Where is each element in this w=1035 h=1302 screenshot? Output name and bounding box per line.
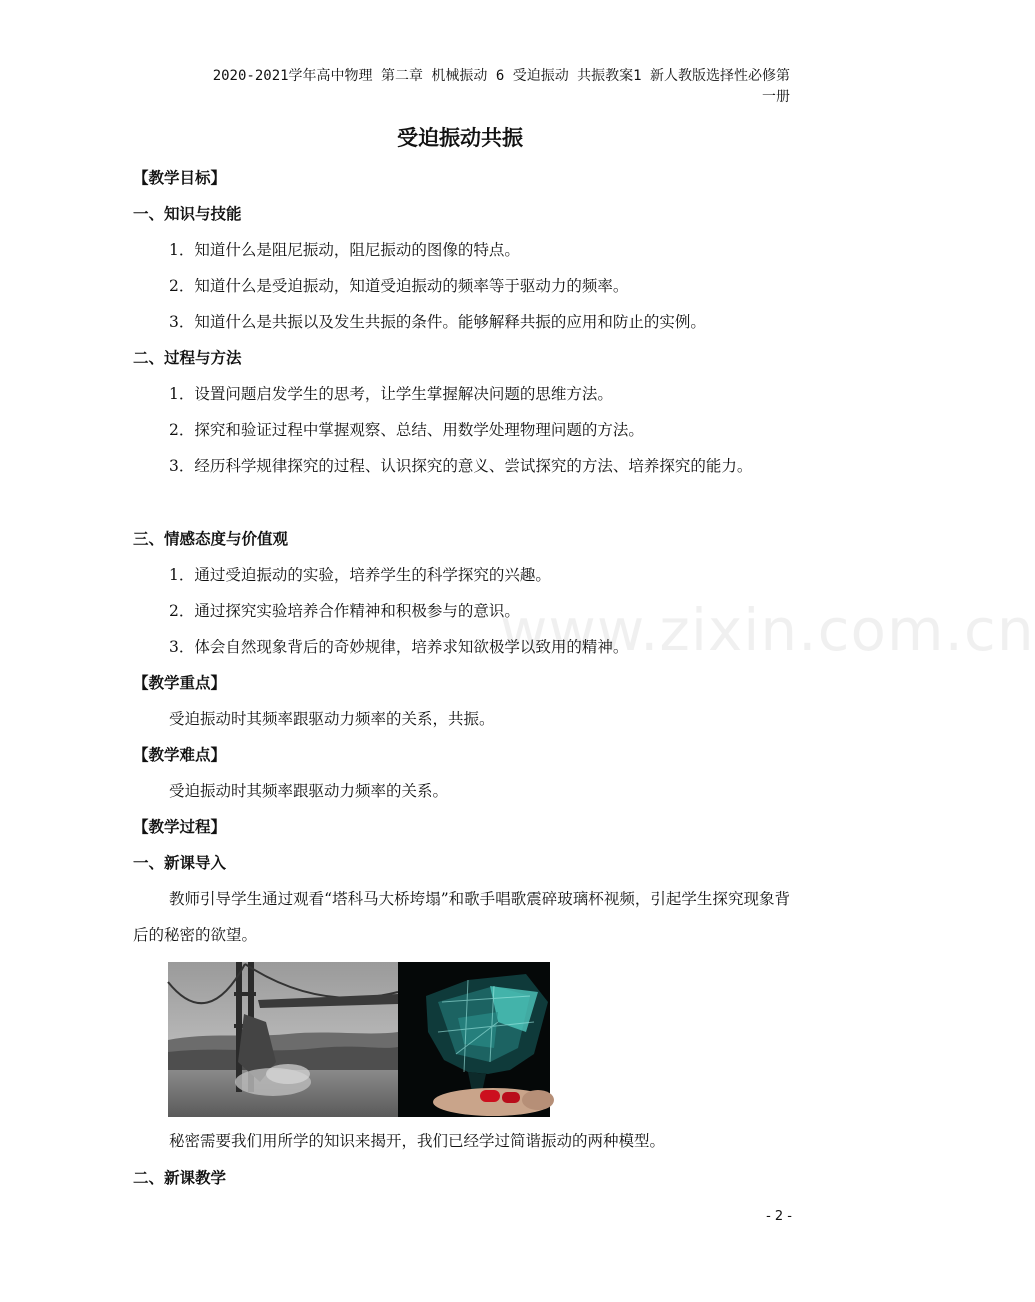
header-line-2: 一册	[762, 89, 790, 105]
process-item-2: 2．探究和验证过程中掌握观察、总结、用数学处理物理问题的方法。	[169, 421, 644, 439]
intro-heading: 一、新课导入	[133, 854, 227, 872]
section-process-method-heading: 二、过程与方法	[133, 349, 242, 367]
difficulty-text: 受迫振动时其频率跟驱动力频率的关系。	[169, 782, 449, 800]
tacoma-bridge-collapse-photo	[168, 962, 398, 1117]
shattering-glass-photo	[398, 962, 550, 1117]
header-line-1: 2020-2021学年高中物理 第二章 机械振动 6 受迫振动 共振教案1 新人教版选择性必修第	[212, 68, 790, 84]
page-number: - 2 -	[766, 1209, 792, 1224]
knowledge-item-3: 3．知道什么是共振以及发生共振的条件。能够解释共振的应用和防止的实例。	[169, 313, 706, 331]
process-item-3: 3．经历科学规律探究的过程、认识探究的意义、尝试探究的方法、培养探究的能力。	[169, 457, 753, 475]
attitude-item-1: 1．通过受迫振动的实验，培养学生的科学探究的兴趣。	[169, 566, 551, 584]
attitude-item-2: 2．通过探究实验培养合作精神和积极参与的意识。	[169, 602, 520, 620]
intro-caption: 秘密需要我们用所学的知识来揭开，我们已经学过简谐振动的两种模型。	[169, 1132, 666, 1150]
section-knowledge-heading: 一、知识与技能	[133, 205, 242, 223]
section-attitude-heading: 三、情感态度与价值观	[133, 530, 289, 548]
teaching-goals-heading: 【教学目标】	[133, 169, 227, 187]
attitude-item-3: 3．体会自然现象背后的奇妙规律，培养求知欲极学以致用的精神。	[169, 638, 629, 656]
document-title: 受迫振动共振	[397, 126, 523, 150]
knowledge-item-1: 1．知道什么是阻尼振动，阻尼振动的图像的特点。	[169, 241, 520, 259]
intro-text: 教师引导学生通过观看“塔科马大桥垮塌”和歌手唱歌震碎玻璃杯视频，引起学生探究现象背后的秘密的欲望。	[133, 890, 790, 944]
process-item-1: 1．设置问题启发学生的思考，让学生掌握解决问题的思维方法。	[169, 385, 613, 403]
page-header	[133, 66, 790, 108]
knowledge-item-2: 2．知道什么是受迫振动，知道受迫振动的频率等于驱动力的频率。	[169, 277, 629, 295]
difficulty-heading: 【教学难点】	[133, 746, 227, 764]
key-point-heading: 【教学重点】	[133, 674, 227, 692]
teaching-process-heading: 【教学过程】	[133, 818, 227, 836]
watermark: www.zixin.com.cn	[500, 596, 1035, 664]
new-lesson-heading: 二、新课教学	[133, 1169, 227, 1187]
key-point-text: 受迫振动时其频率跟驱动力频率的关系，共振。	[169, 710, 495, 728]
